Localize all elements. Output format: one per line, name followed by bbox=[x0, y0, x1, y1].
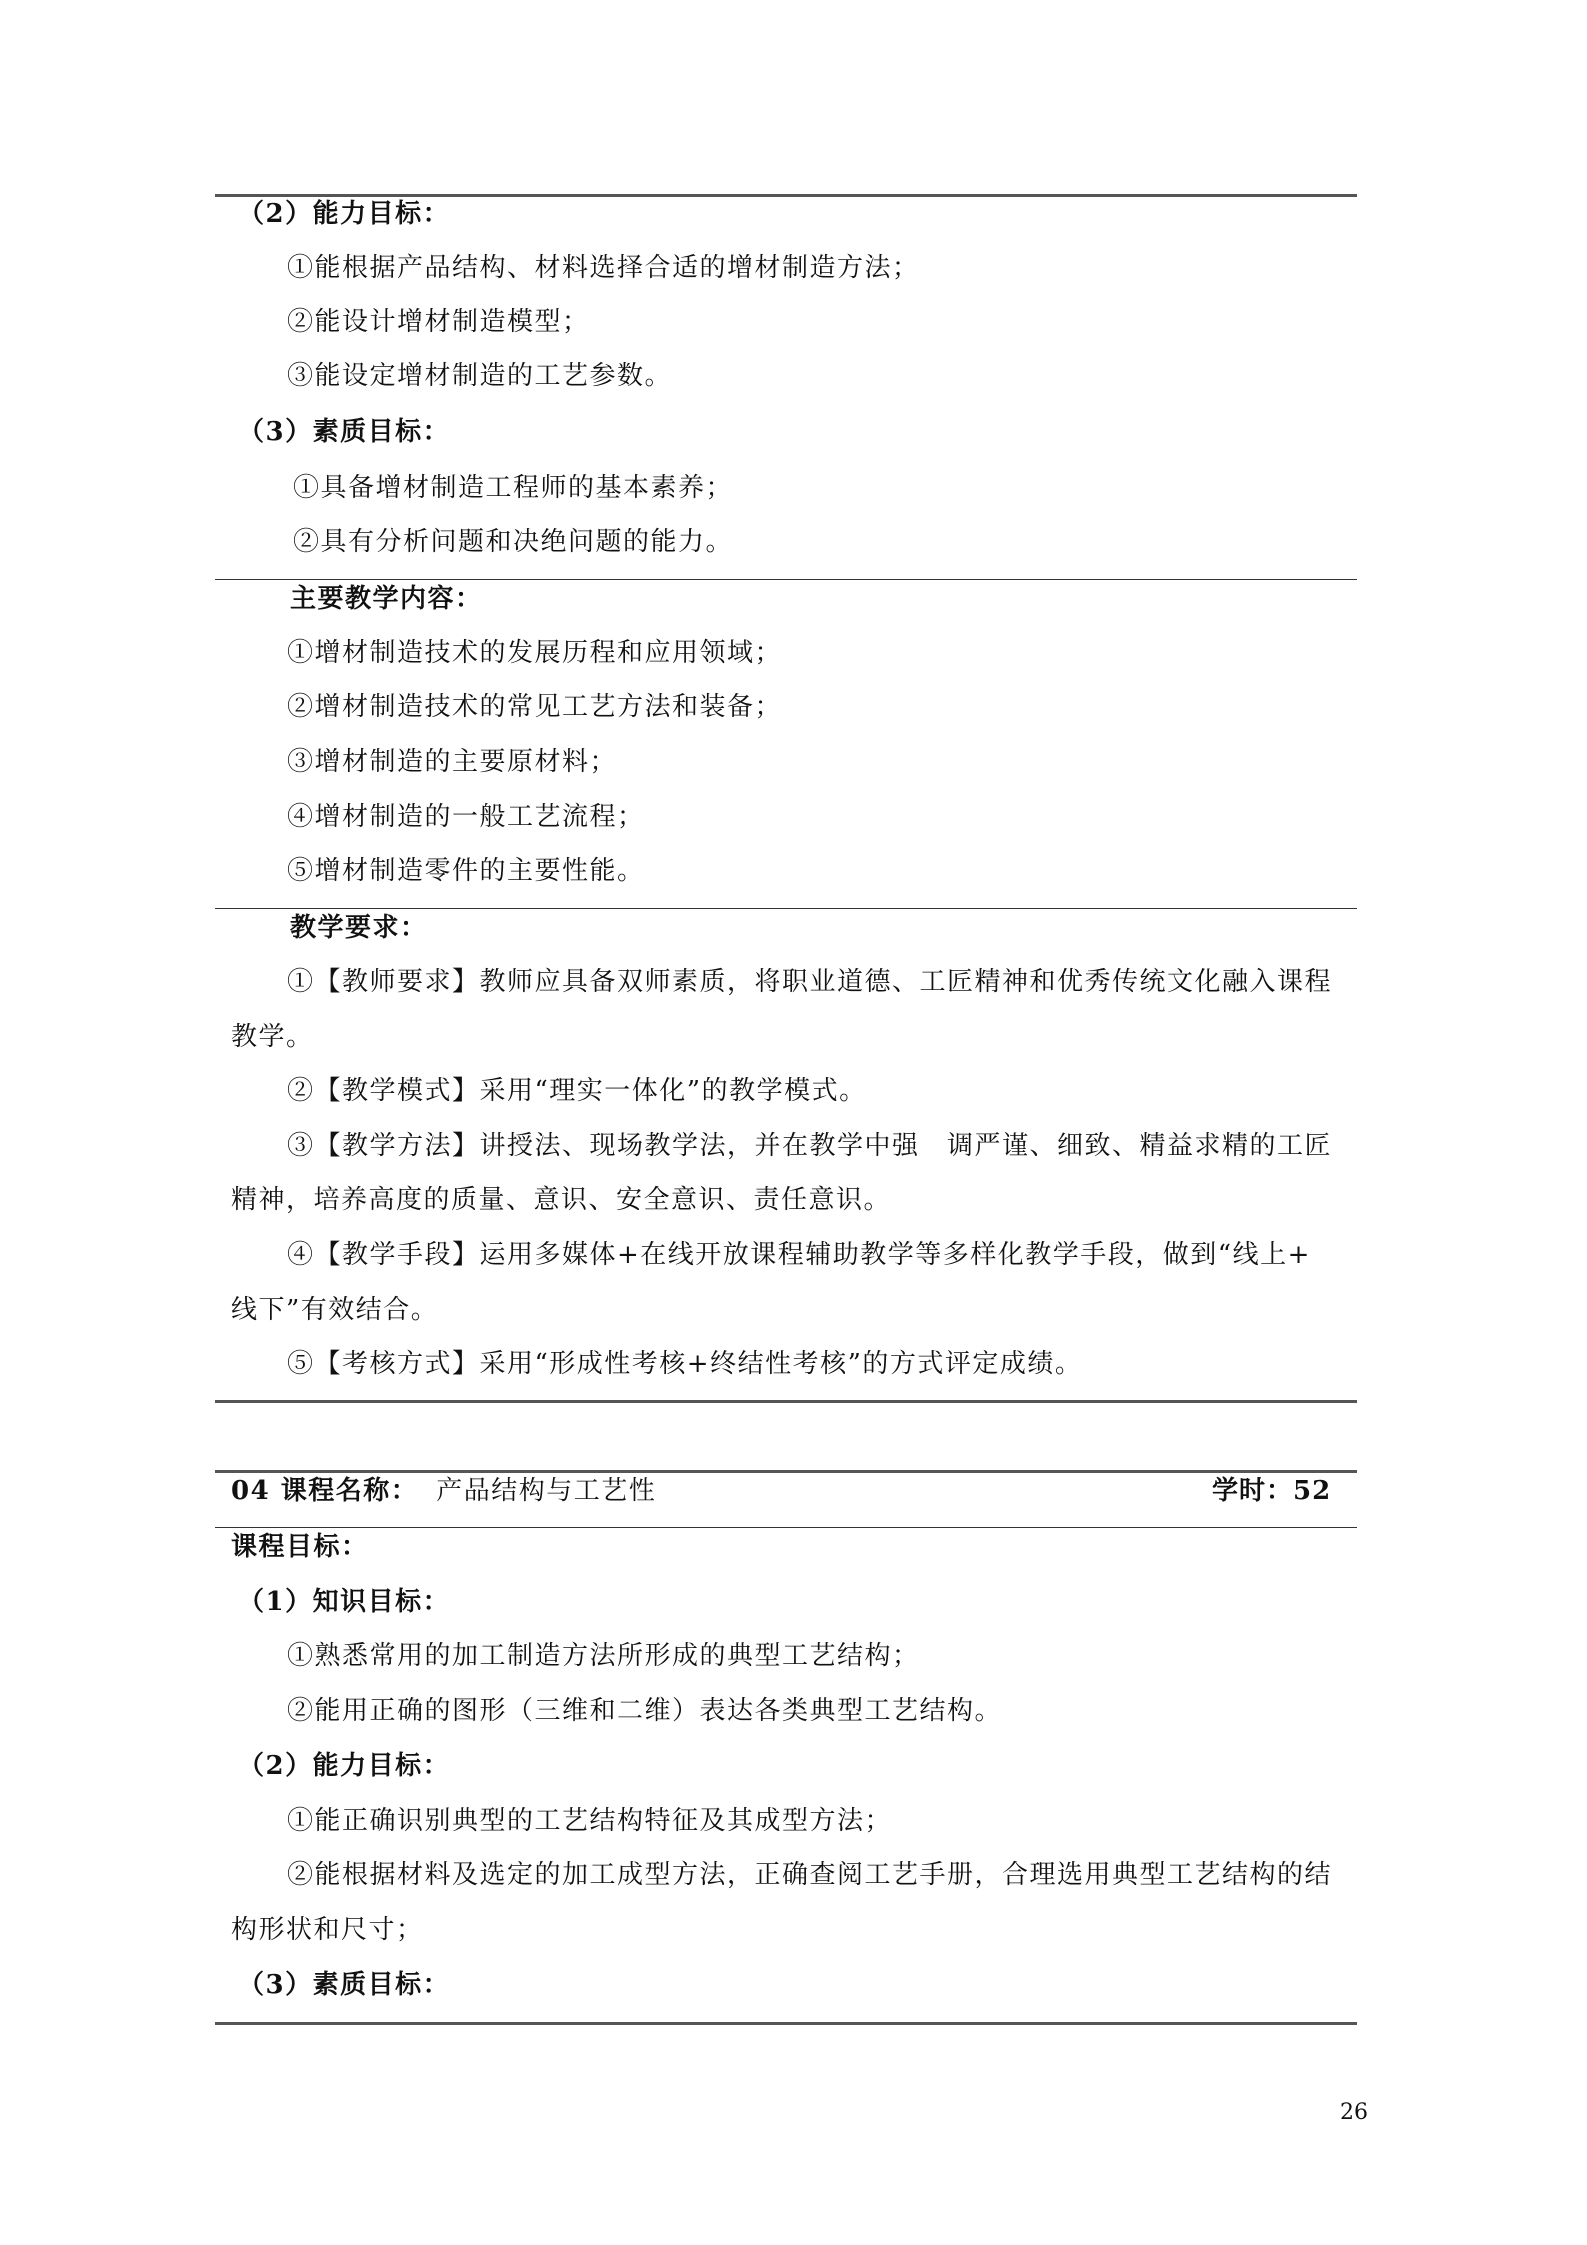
requirement-line: ③【教学方法】讲授法、现场教学法，并在教学中强 调严谨、细致、精益求精的工匠 bbox=[287, 1131, 1333, 1161]
course-hours: 学时：52 bbox=[1212, 1476, 1332, 1506]
content-heading: 主要教学内容： bbox=[290, 584, 483, 614]
ability-line: 构形状和尺寸； bbox=[231, 1915, 424, 1945]
top-rule bbox=[215, 194, 1357, 197]
requirement-line: ④【教学手段】运用多媒体+在线开放课程辅助教学等多样化教学手段，做到“线上+ bbox=[287, 1240, 1311, 1270]
content-item: ④增材制造的一般工艺流程； bbox=[287, 802, 645, 832]
knowledge-heading: （1）知识目标： bbox=[238, 1587, 451, 1617]
ability-heading: （2）能力目标： bbox=[238, 199, 451, 229]
requirement-line: 精神，培养高度的质量、意识、安全意识、责任意识。 bbox=[231, 1185, 892, 1215]
quality-heading: （3）素质目标： bbox=[238, 1970, 451, 2000]
quality-item: ②具有分析问题和决绝问题的能力。 bbox=[293, 527, 734, 557]
ability-line: ①能正确识别典型的工艺结构特征及其成型方法； bbox=[287, 1806, 893, 1836]
course-title-row bbox=[231, 1475, 656, 1507]
ability-line: ②能根据材料及选定的加工成型方法，正确查阅工艺手册，合理选用典型工艺结构的结 bbox=[287, 1860, 1333, 1890]
knowledge-item: ②能用正确的图形（三维和二维）表达各类典型工艺结构。 bbox=[287, 1696, 1003, 1726]
requirement-line: ①【教师要求】教师应具备双师素质，将职业道德、工匠精神和优秀传统文化融入课程 bbox=[287, 967, 1333, 997]
course-header-divider bbox=[215, 1527, 1357, 1528]
course-name: 产品结构与工艺性 bbox=[436, 1476, 657, 1506]
requirement-line: ⑤【考核方式】采用“形成性考核+终结性考核”的方式评定成绩。 bbox=[287, 1349, 1083, 1379]
ability-heading: （2）能力目标： bbox=[238, 1751, 451, 1781]
quality-item: ①具备增材制造工程师的基本素养； bbox=[293, 473, 734, 503]
course-top-rule bbox=[215, 1470, 1357, 1473]
ability-item: ①能根据产品结构、材料选择合适的增材制造方法； bbox=[287, 253, 920, 283]
page-number: 26 bbox=[1340, 2100, 1368, 2125]
section-divider bbox=[215, 908, 1357, 909]
requirements-heading: 教学要求： bbox=[290, 913, 428, 943]
content-item: ⑤增材制造零件的主要性能。 bbox=[287, 856, 645, 886]
ability-item: ③能设定增材制造的工艺参数。 bbox=[287, 361, 673, 391]
requirement-line: ②【教学模式】采用“理实一体化”的教学模式。 bbox=[287, 1076, 867, 1106]
section-divider bbox=[215, 579, 1357, 580]
content-item: ①增材制造技术的发展历程和应用领域； bbox=[287, 638, 783, 668]
table-bottom-rule bbox=[215, 1400, 1357, 1403]
quality-heading: （3）素质目标： bbox=[238, 417, 451, 447]
ability-item: ②能设计增材制造模型； bbox=[287, 307, 590, 337]
requirement-line: 教学。 bbox=[231, 1022, 314, 1052]
course-bottom-rule bbox=[215, 2022, 1357, 2025]
goals-heading: 课程目标： bbox=[231, 1532, 369, 1562]
requirement-line: 线下”有效结合。 bbox=[231, 1295, 439, 1325]
course-label: 04 课程名称： bbox=[231, 1476, 419, 1506]
content-item: ②增材制造技术的常见工艺方法和装备； bbox=[287, 692, 783, 722]
knowledge-item: ①熟悉常用的加工制造方法所形成的典型工艺结构； bbox=[287, 1641, 920, 1671]
content-item: ③增材制造的主要原材料； bbox=[287, 747, 618, 777]
